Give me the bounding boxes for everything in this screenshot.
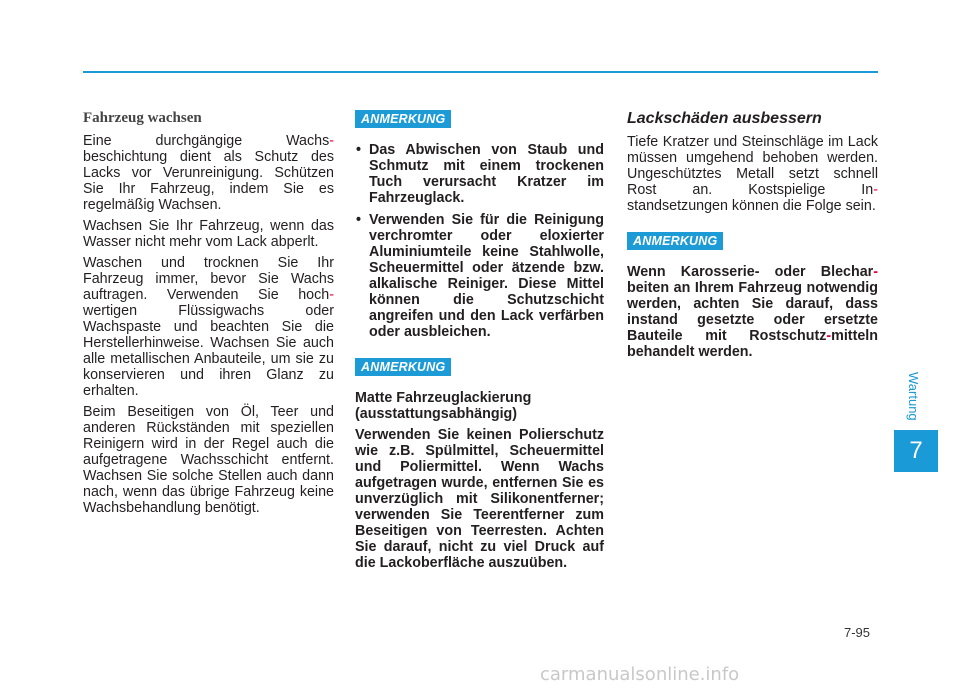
bullet-dot: •	[356, 212, 362, 228]
left-paragraphs	[83, 133, 334, 516]
section-title-wachsen: Fahrzeug wachsen	[83, 110, 202, 126]
notice-badge-2: ANMERKUNG	[355, 358, 451, 376]
middle-column	[355, 110, 604, 576]
watermark-text: carmanualsonline.info	[540, 664, 740, 685]
list-item	[355, 142, 604, 206]
chapter-side-label: Wartung	[906, 372, 921, 421]
notice-1-bullets	[355, 142, 604, 340]
hyphen-mark: -	[873, 182, 878, 198]
right-paragraph	[627, 134, 878, 214]
chapter-number-tab: 7	[894, 430, 938, 472]
text-run: Wachsen Sie Ihr Fahrzeug, wenn das Wasser nicht mehr vom Lack abperlt.	[83, 218, 334, 250]
text-run: Eine durchgängige Wachs	[83, 133, 330, 149]
notice-3-text	[627, 264, 878, 360]
text-run: beschichtung dient als Schutz des Lacks vor Verunreinigung. Schützen Sie Ihr Fahrzeug, indem Sie es regelmäßig Wachsen.	[83, 149, 334, 213]
text-run: Wenn Karosserie- oder Blechar	[627, 264, 874, 280]
hyphen-mark: -	[873, 264, 878, 280]
notice-badge-1: ANMERKUNG	[355, 110, 451, 128]
text-run: standsetzungen können die Folge sein.	[627, 198, 876, 214]
body-paragraph	[83, 133, 334, 213]
body-paragraph	[83, 404, 334, 516]
notice-2-text: Verwenden Sie keinen Polierschutz wie z.B. Spülmittel, Scheuermittel und Poliermittel. Wenn Wachs aufgetragen wurde, entfernen Sie es unverzüglich mit Silikonentferner; verwenden Sie Teerentferner zum Beseitigen von Teerresten. Achten Sie darauf, nicht zu viel Druck auf die Lackoberfläche auszuüben.	[355, 427, 604, 571]
notice-badge-3: ANMERKUNG	[627, 232, 723, 250]
bullet-text: Verwenden Sie für die Reinigung verchromter oder eloxierter Aluminiumteile keine Stahlwolle, Scheuermittel oder ätzende bzw. alkalische Reiniger. Diese Mittel können die Schutzschicht angreifen und den Lack verfärben oder ausbleichen.	[369, 212, 604, 340]
hyphen-mark: -	[826, 328, 832, 344]
list-item	[355, 212, 604, 340]
text-run: beiten an Ihrem Fahrzeug notwendig werden, achten Sie darauf, dass instand gesetzte oder ersetzte Bauteile mit Rostschutz	[627, 280, 878, 344]
right-column	[627, 110, 878, 365]
text-run: wertigen Flüssigwachs oder Wachspaste und beachten Sie die Herstellerhinweise. Wachsen Sie auch alle metallischen Anbauteile, um sie zu konservieren und ihren Glanz zu erhalten.	[83, 303, 334, 399]
bullet-text: Das Abwischen von Staub und Schmutz mit einem trockenen Tuch verursacht Kratzer im Fahrzeuglack.	[369, 142, 604, 206]
text-run: Beim Beseitigen von Öl, Teer und anderen Rückständen mit speziellen Reinigern wird in der Regel auch die aufgetragene Wachsschicht entfernt. Wachsen Sie solche Stellen auch dann nach, wenn das übrige Fahrzeug keine Wachsbehandlung benötigt.	[83, 404, 334, 516]
page-number: 7-95	[844, 625, 871, 640]
section-title-lackschaeden: Lackschäden ausbessern	[627, 110, 822, 127]
top-rule	[83, 71, 878, 73]
notice-2-heading: Matte Fahrzeuglackierung (ausstattungsabhängig)	[355, 390, 532, 422]
bullet-dot: •	[356, 142, 362, 158]
hyphen-mark: -	[329, 287, 334, 303]
left-column	[83, 110, 334, 521]
text-run: Waschen und trocknen Sie Ihr Fahrzeug immer, bevor Sie Wachs auftragen. Verwenden Sie hoch	[83, 255, 334, 303]
body-paragraph	[83, 255, 334, 399]
hyphen-mark: -	[329, 133, 334, 149]
text-run: mitteln behandelt werden.	[627, 328, 878, 360]
text-run: Tiefe Kratzer und Steinschläge im Lack müssen umgehend behoben werden. Ungeschütztes Metall setzt schnell Rost an. Kostspielige In	[627, 134, 878, 198]
body-paragraph	[83, 218, 334, 250]
